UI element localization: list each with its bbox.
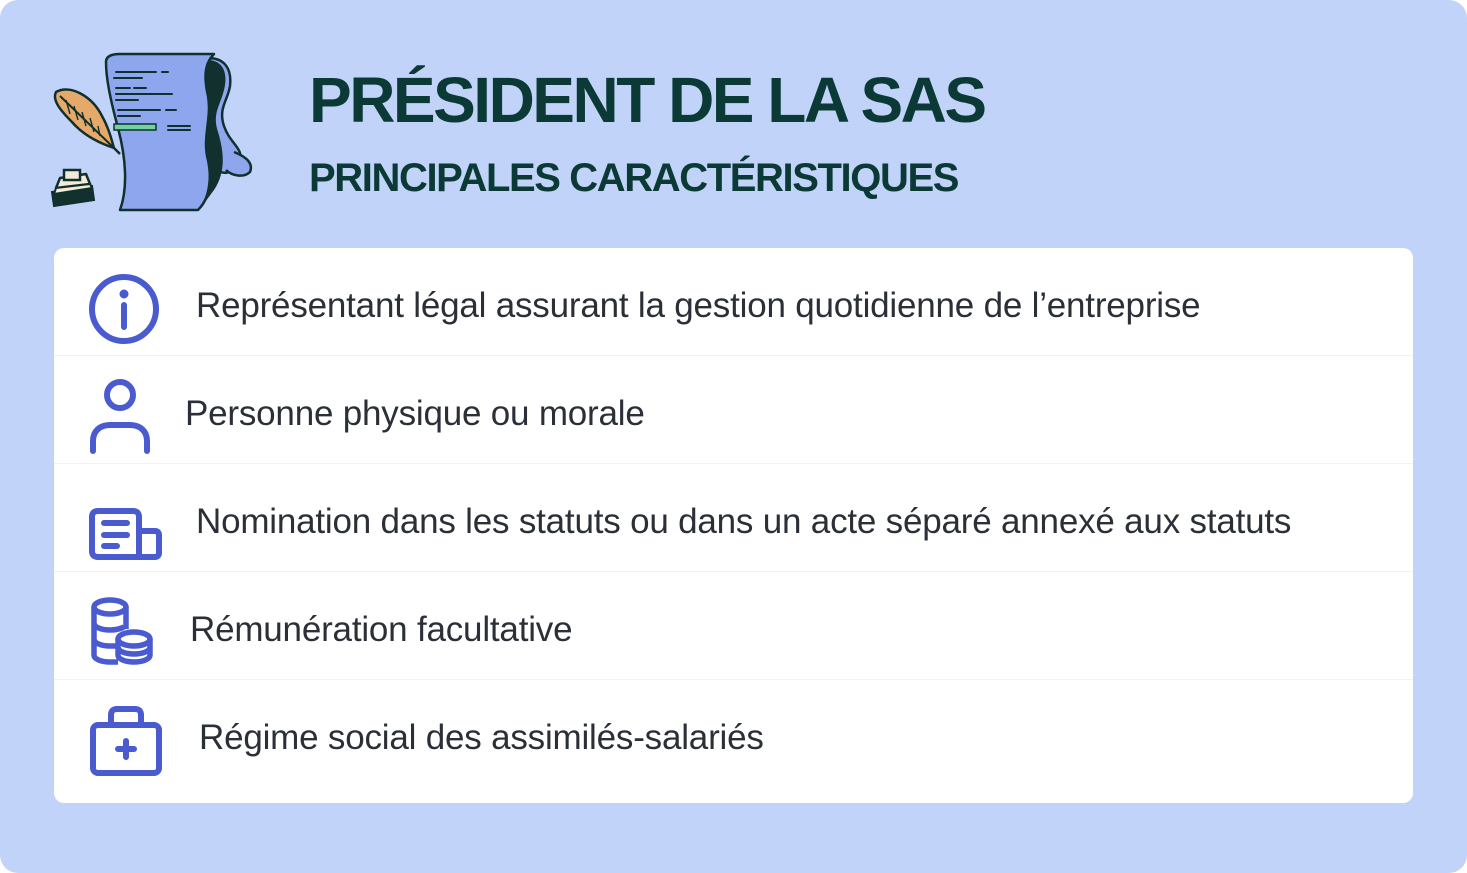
feature-label: Régime social des assimilés-salariés <box>199 718 764 757</box>
document-icon <box>84 485 164 565</box>
feature-row-nomination <box>54 464 1413 572</box>
feature-label: Personne physique ou morale <box>185 394 645 433</box>
feature-label: Nomination dans les statuts ou dans un acte séparé annexé aux statuts <box>196 502 1292 541</box>
page-title: PRÉSIDENT DE LA SAS <box>309 64 985 136</box>
info-icon <box>84 269 164 349</box>
feature-label: Rémunération facultative <box>190 610 573 649</box>
feature-row-person <box>54 356 1413 464</box>
feature-row-role <box>54 248 1413 356</box>
features-card <box>54 248 1413 803</box>
feature-row-social-regime <box>54 680 1413 788</box>
feature-row-remuneration <box>54 572 1413 680</box>
person-icon <box>84 377 164 457</box>
coins-icon <box>84 593 164 673</box>
medical-kit-icon <box>84 701 164 781</box>
page-subtitle: PRINCIPALES CARACTÉRISTIQUES <box>309 156 959 200</box>
feature-label: Représentant légal assurant la gestion quotidienne de l’entreprise <box>196 286 1201 325</box>
scroll-quill-inkwell-icon <box>48 48 260 218</box>
